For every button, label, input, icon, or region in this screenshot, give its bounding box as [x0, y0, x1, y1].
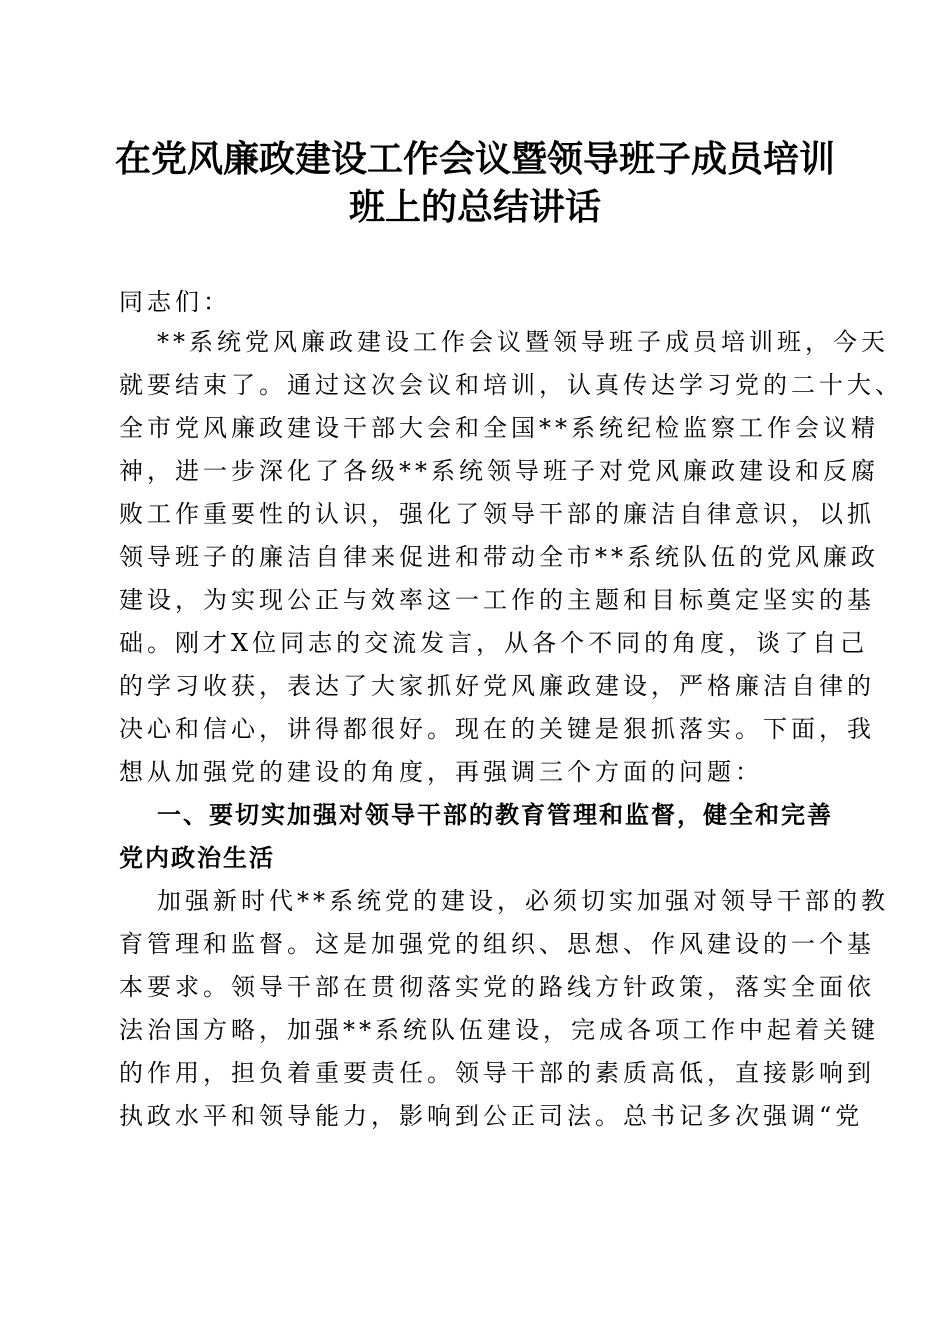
document-title-line-1: 在党风廉政建设工作会议暨领导班子成员培训	[114, 138, 835, 180]
paragraph-1-line: 的学习收获，表达了大家抓好党风廉政建设，严格廉洁自律的	[119, 672, 875, 700]
paragraph-1-line: 神，进一步深化了各级**系统领导班子对党风廉政建设和反腐	[119, 457, 879, 485]
paragraph-1-line: 础。刚才X位同志的交流发言，从各个不同的角度，谈了自己	[119, 629, 869, 657]
paragraph-1-line: **系统党风廉政建设工作会议暨领导班子成员培训班，今天	[157, 328, 889, 356]
paragraph-2-line: 法治国方略，加强**系统队伍建设，完成各项工作中起着关键	[119, 1016, 879, 1044]
paragraph-2-line: 加强新时代**系统党的建设，必须切实加强对领导干部的教	[157, 887, 889, 915]
paragraph-1-line: 就要结束了。通过这次会议和培训，认真传达学习党的二十大、	[119, 371, 903, 399]
paragraph-1-line: 建设，为实现公正与效率这一工作的主题和目标奠定坚实的基	[119, 586, 875, 614]
paragraph-1-line: 领导班子的廉洁自律来促进和带动全市**系统队伍的党风廉政	[119, 543, 879, 571]
section-1-heading-line: 一、要切实加强对领导干部的教育管理和监督，健全和完善	[157, 801, 833, 829]
paragraph-2-line: 本要求。领导干部在贯彻落实党的路线方针政策，落实全面依	[119, 973, 875, 1001]
paragraph-1-line: 决心和信心，讲得都很好。现在的关键是狠抓落实。下面，我	[119, 715, 875, 743]
paragraph-2-line: 育管理和监督。这是加强党的组织、思想、作风建设的一个基	[119, 930, 875, 958]
section-1-heading-line: 党内政治生活	[119, 844, 275, 872]
document-title-line-2: 班上的总结讲话	[348, 186, 601, 228]
salutation: 同志们：	[119, 288, 231, 316]
paragraph-2-line: 的作用，担负着重要责任。领导干部的素质高低，直接影响到	[119, 1059, 875, 1087]
paragraph-2-line: 执政水平和领导能力，影响到公正司法。总书记多次强调“党	[119, 1102, 864, 1130]
paragraph-1-line: 全市党风廉政建设干部大会和全国**系统纪检监察工作会议精	[119, 414, 879, 442]
paragraph-1-line: 想从加强党的建设的角度，再强调三个方面的问题：	[119, 758, 763, 786]
paragraph-1-line: 败工作重要性的认识，强化了领导干部的廉洁自律意识，以抓	[119, 500, 875, 528]
